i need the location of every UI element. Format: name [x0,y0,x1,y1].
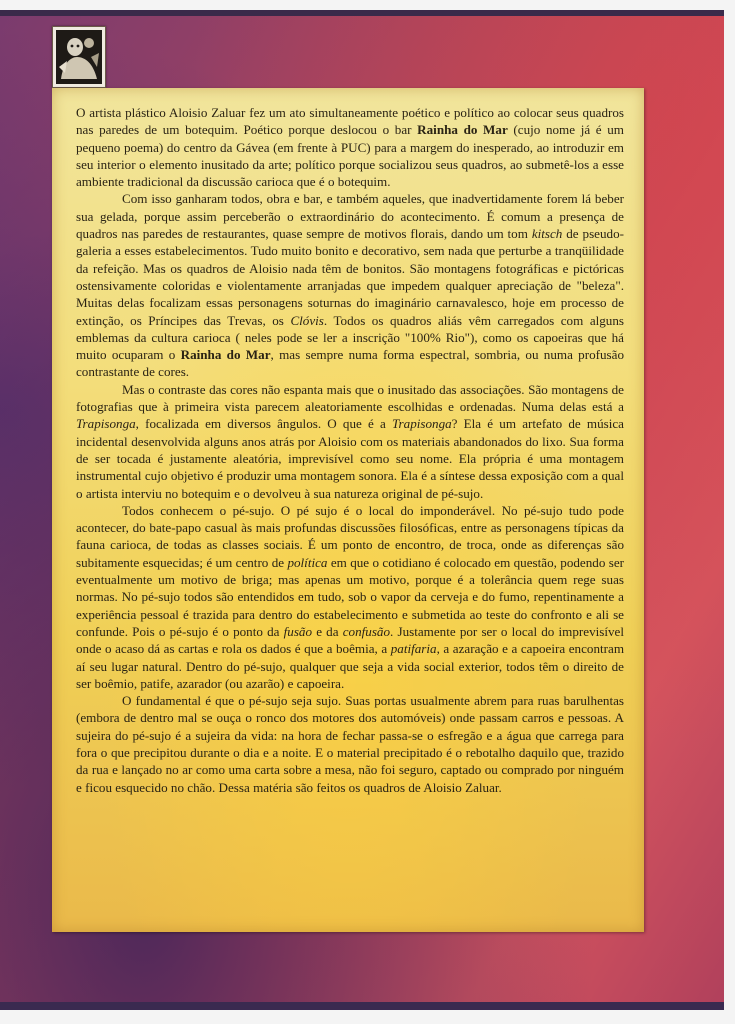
p4-text-2: em que o cotidiano é colocado em questão, podendo ser eventualmente um motivo de briga; mas apenas um motivo, porque é a tolerância quem rege suas normas. No pé-sujo todos são entendidos em tudo, sob o vapor da cerveja e do fumo, repentinamente a experiência pessoal é trazida para dentro do estabelecimento e submetida ao teste do confronto e ali se confunde. Pois o pé-sujo é o ponto da [76,554,625,639]
paragraph-5 [76,692,624,796]
p2-text-1: Com isso ganharam todos, obra e bar, e também aqueles, que inadvertidamente forem lá beber sua gelada, porque assim perceberão o extraordinário do acontecimento. É comum a presença de quadros nas paredes de restaurantes, quase sempre de motivos florais, dando um tom [76,191,624,242]
bar-name-bold: Rainha do Mar [417,122,508,138]
board-bottom-edge [0,1002,724,1010]
p2-text-2: de pseudo-galeria a esses estabelecimentos. Tudo muito bonito e decorativo, sem nada que perturbe a tranqüilidade da refeição. Mas os quadros de Aloisio nada têm de bonitos. São montagens fotográficas e pictóricas ostensivamente coloridas e violentamente arranjadas que impedem qualquer apreciação de "beleza". Muitas delas focalizam essas personagens soturnas do imaginário carnavalesco, hoje em processo de extinção, os Príncipes das Trevas, os [76,226,624,328]
background-board [0,10,724,1010]
article-paper [52,88,644,932]
confusao-italic: confusão [342,623,391,639]
p3-text-1: Mas o contraste das cores não espanta mais que o inusitado das associações. São montagens de fotografias que à primeira vista parecem aleatoriamente escolhidas e ordenadas. Numa delas está a [76,381,624,415]
p3-text-2: , focalizada em diversos ângulos. O que é a [135,416,392,432]
p2-text-3: . Todos os quadros aliás vêm carregados com alguns emblemas da cultura carioca ( neles pode se ler a inscrição "100% Rio"), como os capoeiras que há muito ocuparam o [76,312,624,363]
paragraph-1 [76,104,624,190]
fusao-italic: fusão [283,623,313,639]
p4-text-4: . Justamente por ser o local do imprevisível onde o acaso dá as cartas e rola os dados é que a boêmia, a [76,623,624,657]
p5-text-1: O fundamental é que o pé-sujo seja sujo. Suas portas usualmente abrem para ruas barulhentas (embora de dentro mal se ouça o ronco dos motores dos automóveis) onde passam carros e pessoas. A sujeira do pé-sujo é a sujeira da vida: na hora de fechar passa-se o esfregão e a água que carrega para fora o que precipitou durante o dia e a noite. E o material precipitado é o rebotalho daquilo que, trazido da rua e lançado no ar como uma carta sobre a mesa, não foi seguro, captado ou comprado por ninguém e ficou esquecido no chão. Dessa matéria são feitos os quadros de Aloisio Zaluar. [76,693,624,795]
paragraph-2 [76,190,624,380]
bar-name-bold-2: Rainha do Mar [180,347,271,363]
p4-text-1: Todos conhecem o pé-sujo. O pé sujo é o local do imponderável. No pé-sujo tudo pode acontecer, do bate-papo casual às mais profundas discussões filosóficas, entre as personagens típicas da fauna carioca, de todas as classes sociais. É um ponto de encontro, de troca, onde as diferenças são subitamente esquecidas; é um centro de [76,502,624,570]
p1-text-1: O artista plástico Aloisio Zaluar fez um ato simultaneamente poético e político ao colocar seus quadros nas paredes de um botequim. Poético porque deslocou o bar [76,105,624,138]
kitsch-italic: kitsch [531,226,563,242]
p3-text-3: ? Ela é um artefato de música incidental desenvolvida alguns anos atrás por Aloisio com os materiais abandonados do lixo. Sua forma de ser tocada é justamente aleatória, imprevisível como seu nome. Ela própria é uma montagem instrumental cujo objetivo é produzir uma montagem sonora. Ela é a síntese dessa exposição com a qual o artista interviu no botequim e o devolveu à sua natureza original de pé-sujo. [76,416,624,501]
trapisonga-italic-2: Trapisonga [392,416,452,432]
paragraph-4 [76,502,624,692]
politica-italic: política [287,554,328,570]
clovis-italic: Clóvis [290,312,324,328]
patifaria-italic: patifaria [390,641,437,657]
board-top-edge [0,10,724,16]
p4-text-3: e da [312,623,343,639]
p4-text-5: , a azaração e a capoeira encontram aí seu lugar natural. Dentro do pé-sujo, qualquer que seja a vida social exterior, todos têm o direito de ser boêmio, patife, azarador (ou azarão) e capoeira. [76,641,624,691]
trapisonga-italic: Trapisonga [76,416,136,432]
p2-text-4: , mas sempre numa forma espectral, sombria, ou numa profusão contrastante de cores. [76,347,624,380]
paragraph-3 [76,381,624,502]
p1-text-2: (cujo nome já é um pequeno poema) do centro da Gávea (em frente à PUC) para a margem do inesperado, ao introduzir em seu interior o elemento inusitado da arte; político porque socializou seus quadros, ao submetê-los a esse ambiente tradicional da discussão carioca que é o botequim. [76,122,624,190]
portrait-stamp-icon [52,26,106,88]
article-text [76,104,624,796]
